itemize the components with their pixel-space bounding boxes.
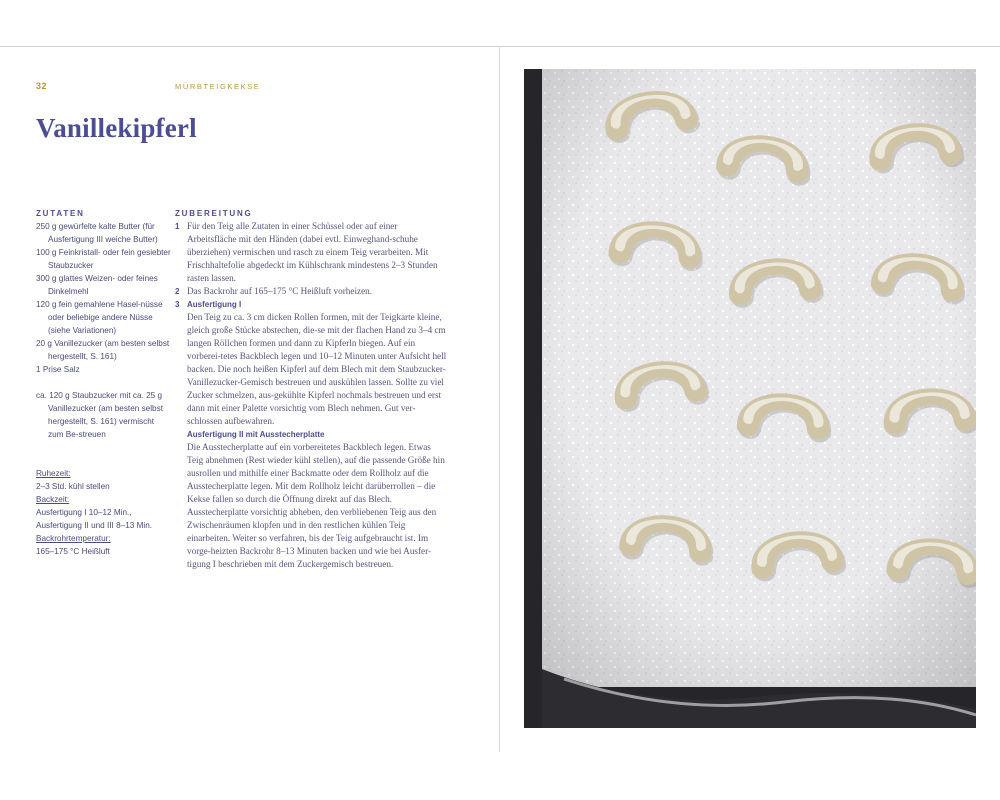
step-number: 1 (175, 222, 180, 231)
ingredient-item: ca. 120 g Staubzucker mit ca. 25 g Vanillezucker (am besten selbst hergestellt, S. 161) vermischt zum Be-streuen (36, 391, 163, 439)
step-list (175, 220, 447, 571)
book-spine (499, 46, 500, 752)
preparation-heading: ZUBEREITUNG (175, 209, 253, 218)
variant-2-text: Die Ausstecherplatte auf ein vorbereitetes Backblech legen. Etwas Teig abnehmen (Rest wieder kühl stellen), auf die passende Größe hin ausrollen und mithilfe einer Backmatte oder dem Rollholz auf die Ausstecherplatte legen. Mit dem Rollholz leicht darüberrollen – die Kekse fallen so durch die Öffnung direkt auf das Blech. Ausstecherplatte vorsichtig abheben, den verbliebenen Teig aus den Zwischenräumen klopfen und in den restlichen kühlen Teig einarbeiten. Weiter so verfahren, bis der Teig aufgebraucht ist. Im vorge-heizten Backrohr 8–13 Minuten backen und wie bei Ausfer-tigung I beschrieben mit dem Zuckergemisch bestreuen. (187, 442, 445, 569)
bake-time-label: Backzeit: (36, 495, 70, 504)
page-number: 32 (36, 81, 48, 91)
preparation-column (175, 207, 447, 571)
step-3 (175, 298, 447, 571)
ingredient-item: 20 g Vanillezucker (am besten selbst hergestellt, S. 161) (36, 339, 170, 361)
section-header: MÜRBTEIGKEKSE (175, 82, 261, 91)
oven-temp-value: 165–175 °C Heißluft (36, 547, 110, 556)
ingredient-item: 120 g fein gemahlene Hasel-nüsse oder beliebige andere Nüsse (siehe Variationen) (36, 300, 163, 335)
ingredients-heading: ZUTATEN (36, 209, 85, 218)
ingredient-item: 100 g Feinkristall- oder fein gesiebter Staubzucker (36, 248, 171, 270)
variant-1-text: Den Teig zu ca. 3 cm dicken Rollen formen, mit der Teigkarte kleine, gleich große Stücke abstechen, die-se mit der flachen Hand zu 3–4 cm langen Röllchen formen und dann zu Kipferln biegen. Auf ein vorberei-tetes Backblech legen und 10–12 Minuten unter Aufsicht hell backen. Die noch heißen Kipferl auf dem Blech mit dem Staubzucker-Vanillezucker-Gemisch bestreuen und auskühlen lassen. Sollte zu viel Zucker schmelzen, aus-gekühlte Kipferl nochmals bestreuen und erst dann mit einer Palette vorsichtig vom Blech nehmen. Gut ver-schlossen aufbewahren. (187, 312, 447, 426)
variant-2-title: Ausfertigung II mit Ausstecherplatte (187, 430, 325, 439)
variant-1-title: Ausfertigung I (187, 300, 242, 309)
topping-list (36, 389, 171, 441)
rest-time-label: Ruhezeit: (36, 469, 71, 478)
ingredient-list (36, 220, 171, 376)
cookie-photo-illustration (524, 69, 976, 728)
step-text: Für den Teig alle Zutaten in einer Schüssel oder auf einer Arbeitsfläche mit den Händen (dabei evtl. Einweghand-schuhe überziehen) vermischen und rasch zu einem Teig verarbeiten. Mit Frischhaltefolie abgedeckt im Kühlschrank mindestens 2–3 Stunden rasten lassen. (187, 221, 438, 283)
ingredient-item: 1 Prise Salz (36, 365, 80, 374)
step-number: 3 (175, 300, 180, 309)
ingredients-column (36, 207, 171, 558)
ingredient-item: 300 g glattes Weizen- oder feines Dinkelmehl (36, 274, 158, 296)
step-number: 2 (175, 287, 180, 296)
step-2 (175, 285, 447, 298)
left-page (0, 47, 499, 752)
ingredient-item: 250 g gewürfelte kalte Butter (für Ausfertigung III weiche Butter) (36, 222, 158, 244)
recipe-title: Vanillekipferl (36, 113, 197, 143)
bake-time-value: Ausfertigung I 10–12 Min., (36, 508, 132, 517)
oven-temp-label: Backrohrtemperatur: (36, 534, 111, 543)
time-info (36, 467, 171, 558)
cookie-photo (524, 69, 976, 728)
rest-time-value: 2–3 Std. kühl stellen (36, 482, 110, 491)
step-text: Das Backrohr auf 165–175 °C Heißluft vorheizen. (187, 286, 373, 296)
bake-time-value: Ausfertigung II und III 8–13 Min. (36, 521, 153, 530)
step-1 (175, 220, 447, 285)
